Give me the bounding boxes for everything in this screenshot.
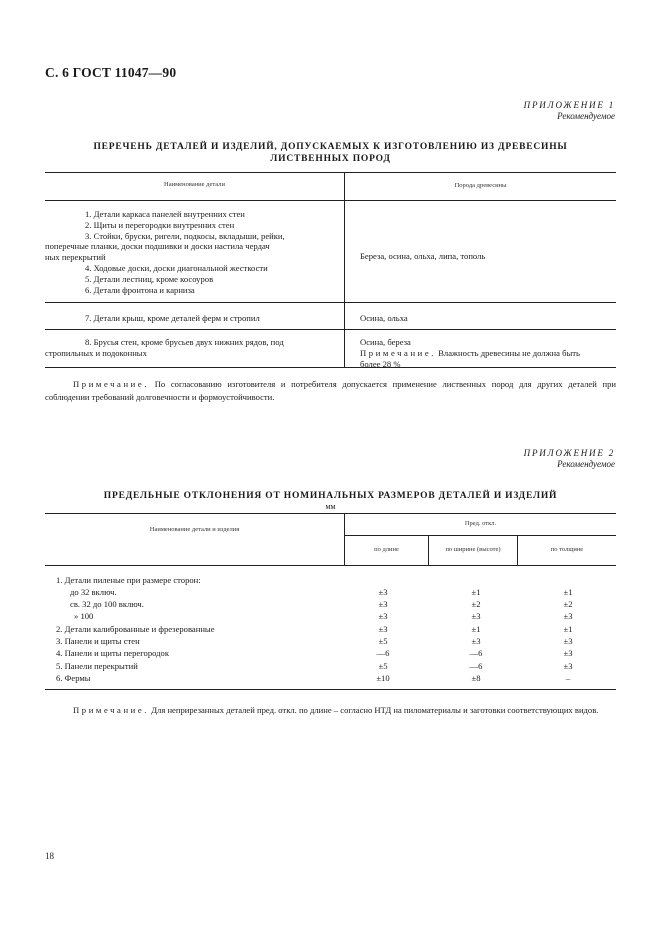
table-row-name: 6. Фермы [56, 673, 91, 683]
note-word: Примечание. [73, 705, 150, 715]
table-row-name: 2. Детали калиброванные и фрезерованные [56, 624, 215, 634]
appendix2-heading: ПРЕДЕЛЬНЫЕ ОТКЛОНЕНИЯ ОТ НОМИНАЛЬНЫХ РАЗМЕРОВ ДЕТАЛЕЙ И ИЗДЕЛИЙ [103, 491, 558, 501]
table1-row3-note-cont: более 28 % [360, 358, 401, 369]
table-cell-width: ±3 [471, 636, 481, 646]
appendix1-status: Рекомендуемое [557, 111, 615, 121]
table1-row-rule [45, 302, 616, 303]
table-cell-length: ±3 [378, 587, 388, 597]
appendix2-title: ПРИЛОЖЕНИЕ 2 [523, 448, 615, 458]
table-cell-width: —6 [469, 661, 483, 671]
list-item: 7. Детали крыш, кроме деталей ферм и стропил [85, 313, 260, 323]
note-text: Влажность древесины не должна быть [436, 347, 580, 358]
table1-header-rule [45, 200, 616, 201]
table2-col-header-width: по ширине (высоте) [445, 546, 501, 553]
list-item: 2. Щиты и перегородки внутренних стен [85, 219, 235, 230]
appendix2-label [524, 448, 615, 470]
table1-row1-species: Береза, осина, ольха, липа, тополь [360, 251, 486, 261]
table-row-name: 4. Панели и щиты перегородок [56, 648, 170, 658]
table1-column-divider [344, 172, 345, 367]
table-row-name: 1. Детали пиленые при размере сторон: [56, 575, 201, 585]
list-item: 3. Стойки, бруски, ригели, подкосы, вкладыши, рейки, [85, 230, 285, 241]
table1-row3-species-block [360, 337, 580, 369]
table-cell-width: —6 [469, 648, 483, 658]
table2-col-header-name: Наименование детали и изделия [149, 526, 240, 533]
table1-row3-note [360, 348, 580, 359]
table1-top-rule [45, 172, 616, 173]
table1-row3-species: Осина, береза [360, 337, 411, 347]
table-cell-thickness: ±3 [563, 636, 573, 646]
list-item: 8. Брусья стен, кроме брусьев двух нижних рядов, под [85, 337, 284, 347]
table-cell-thickness: ±2 [563, 599, 573, 609]
table-cell-length: ±3 [378, 599, 388, 609]
table1-col-header-species: Порода древесины [454, 182, 507, 189]
list-item: 1. Детали каркаса панелей внутренних стен [85, 209, 245, 219]
note-text: Для неприрезанных деталей пред. откл. по длине – согласно НТД на пиломатериалы и заготовки соответствующих видов. [149, 705, 599, 715]
appendix1-label [524, 100, 615, 122]
table2-header-rule [45, 565, 616, 566]
table1-col-header-detail: Наименование детали [164, 181, 225, 188]
list-item: 6. Детали фронтона и карниза [85, 284, 195, 295]
table1-row-rule [45, 329, 616, 330]
appendix1-heading-line1: ПЕРЕЧЕНЬ ДЕТАЛЕЙ И ИЗДЕЛИЙ, ДОПУСКАЕМЫХ К ИЗГОТОВЛЕНИЮ ИЗ ДРЕВЕСИНЫ [93, 142, 568, 152]
appendix1-note [45, 378, 616, 404]
list-item: стропильных и подоконных [45, 347, 147, 358]
table-cell-thickness: ±3 [563, 611, 573, 621]
table-cell-thickness: ±3 [563, 661, 573, 671]
table-cell-length: ±10 [376, 673, 390, 683]
appendix1-title: ПРИЛОЖЕНИЕ 1 [523, 100, 615, 110]
note-word: Примечание. [360, 347, 437, 358]
table2-top-rule [45, 513, 616, 514]
table-cell-width: ±1 [471, 624, 481, 634]
table-cell-width: ±2 [471, 599, 481, 609]
table1-row3-details [45, 337, 344, 359]
table-cell-thickness: ±1 [563, 587, 573, 597]
table-cell-thickness: ±1 [563, 624, 573, 634]
appendix2-units: мм [325, 502, 336, 511]
note-text: По согласованию изготовителя и потребителя допускается применение лиственных пород для других деталей при соблюдении требований долговечности и формоустойчивости. [45, 379, 616, 402]
table-cell-length: ±3 [378, 624, 388, 634]
list-item: ных перекрытий [45, 252, 106, 263]
table-cell-length: ±5 [378, 636, 388, 646]
table-row-name: св. 32 до 100 включ. [70, 599, 144, 609]
table-cell-width: ±1 [471, 587, 481, 597]
table-cell-length: ±5 [378, 661, 388, 671]
list-item: 5. Детали лестниц, кроме косоуров [85, 273, 214, 284]
page-number: 18 [45, 851, 54, 861]
list-item: 4. Ходовые доски, доски диагональной жесткости [85, 262, 268, 273]
table-cell-length: —6 [376, 648, 390, 658]
appendix2-note [45, 704, 616, 717]
table-cell-length: ±3 [378, 611, 388, 621]
table1-row1-details [45, 209, 344, 295]
table-row-name: » 100 [74, 611, 94, 621]
table-cell-thickness: – [565, 673, 571, 683]
list-item: поперечные планки, доски подшивки и доски настила чердач [45, 241, 270, 252]
appendix2-status: Рекомендуемое [557, 459, 615, 469]
table2-col-header-group: Пред. откл. [464, 520, 497, 527]
table2-col-header-length: по длине [374, 546, 399, 553]
table2-group-rule [345, 535, 616, 536]
table1-row2-species: Осина, ольха [360, 313, 408, 323]
page-header: С. 6 ГОСТ 11047—90 [45, 65, 177, 80]
appendix1-heading-line2: ЛИСТВЕННЫХ ПОРОД [270, 154, 391, 164]
table1-row2-detail [45, 313, 344, 324]
table-cell-width: ±3 [471, 611, 481, 621]
table2-col-header-thickness: по толщине [550, 546, 584, 553]
note-word: Примечание. [73, 379, 150, 389]
appendix1-heading [45, 141, 616, 165]
table-row-name: 3. Панели и щиты стен [56, 636, 140, 646]
table2-bottom-rule [45, 689, 616, 690]
table-row-name: до 32 включ. [70, 587, 117, 597]
table-cell-thickness: ±3 [563, 648, 573, 658]
table-cell-width: ±8 [471, 673, 481, 683]
table-row-name: 5. Панели перекрытий [56, 661, 138, 671]
